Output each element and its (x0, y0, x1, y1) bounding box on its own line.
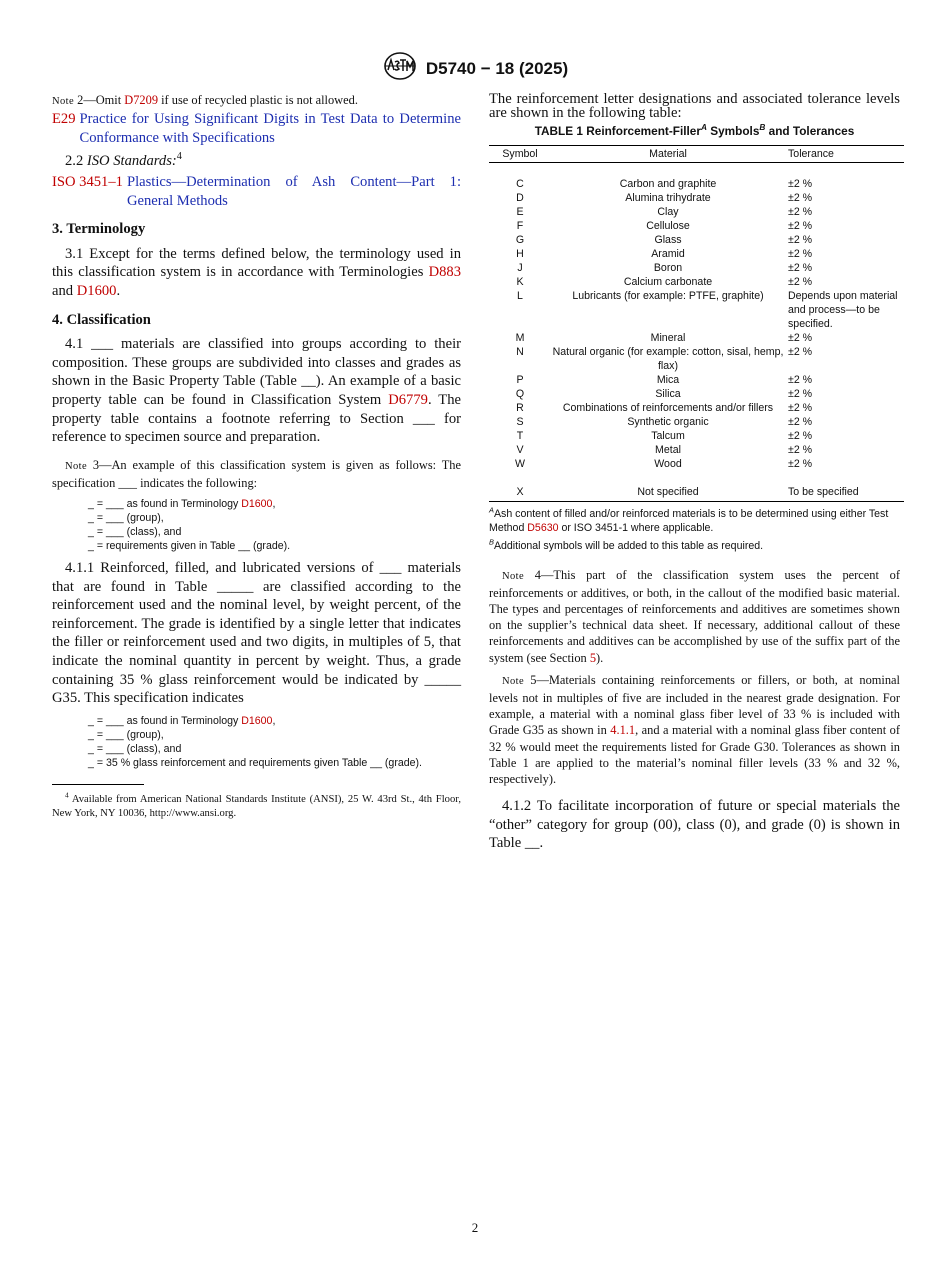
table-row (489, 261, 904, 275)
table-header-row (489, 145, 904, 162)
section-4-heading: 4. Classification (52, 311, 151, 328)
cell-tolerance: ±2 % (788, 177, 813, 190)
cell-material: Talcum (651, 429, 685, 442)
cell-material: Mineral (650, 331, 686, 344)
table-row (489, 233, 904, 247)
table-1-caption: TABLE 1 Reinforcement-Filler$^A$ Symbols$^B$ and Tolerances (534, 123, 855, 138)
cell-tolerance: ±2 % (788, 331, 813, 344)
cell-material: Calcium carbonate (623, 275, 713, 288)
cell-symbol: N (516, 345, 524, 358)
cell-material: Clay (657, 205, 679, 218)
cell-symbol: R (516, 401, 524, 414)
cell-material: Synthetic organic (627, 415, 709, 428)
cell-tolerance: ±2 % (788, 219, 813, 232)
right-column (489, 92, 900, 853)
reference-iso-3451-title[interactable]: Plastics—Determination of Ash Content—Part 1: General Methods (126, 173, 461, 209)
cell-symbol: E (516, 205, 524, 218)
cell-symbol: T (516, 429, 524, 442)
spacer-row (489, 471, 904, 485)
table-row (489, 429, 904, 443)
note-5: Note 5—Materials containing reinforcements or fillers, or both, at nominal levels not in multiples of five are included in the nearest grade designation. For example, a material with a nominal glass fiber level of 33 % is included with Grade G35 as shown in 4.1.1, and a material with a nominal glass fiber content of 32 % would meet the requirements listed for Grade G30. Tolerances as shown in Table 1 are applied to the material’s nominal filler levels (33 % and 32 %, respectively). (489, 672, 900, 787)
cell-symbol: D (516, 191, 524, 204)
section-3-heading: 3. Terminology (52, 221, 146, 238)
footnote-divider (52, 784, 144, 785)
cell-symbol: L (517, 289, 523, 302)
table-row (489, 373, 904, 387)
spacer-row (489, 162, 904, 177)
cell-symbol: S (516, 415, 524, 428)
cell-material: Boron (653, 261, 683, 274)
reference-iso-3451 (52, 173, 461, 210)
iso-standards-heading: 2.2 ISO Standards:$^4$ (65, 151, 182, 170)
cell-material: Silica (655, 387, 681, 400)
example-list-1 (88, 497, 461, 553)
cell-tolerance: ±2 % (788, 191, 813, 204)
column-header-material: Material (551, 145, 785, 162)
list-item: _ = ___ (class), and (88, 526, 182, 539)
cell-material: Glass (654, 233, 682, 246)
cell-material: Aramid (651, 247, 685, 260)
link-d5630[interactable]: D5630 (527, 521, 559, 534)
cell-tolerance: ±2 % (788, 247, 813, 260)
cell-tolerance: ±2 % (788, 275, 813, 288)
table-row (489, 443, 904, 457)
column-header-symbol: Symbol (489, 145, 551, 162)
column-header-tolerance: Tolerance (785, 145, 904, 162)
page-number: 2 (471, 1220, 479, 1235)
cell-tolerance: Depends upon material and process—to be specified. (788, 289, 898, 330)
table-row (489, 485, 904, 502)
list-item: _ = ___ as found in Terminology D1600, (88, 498, 276, 511)
link-e29[interactable]: E29 (52, 111, 76, 128)
reference-e29-title[interactable]: Practice for Using Significant Digits in Test Data to Determine Conformance with Specifications (79, 111, 461, 146)
cell-tolerance: ±2 % (788, 373, 813, 386)
cell-material: Wood (654, 457, 682, 470)
link-section-5[interactable]: 5 (589, 650, 597, 665)
cell-tolerance: ±2 % (788, 429, 813, 442)
cell-symbol: J (517, 261, 523, 274)
table-row (489, 177, 904, 191)
link-d6779[interactable]: D6779 (388, 391, 428, 408)
table-row (489, 289, 904, 331)
footnote-4: $^4$ Available from American National Standards Institute (ANSI), 25 W. 43rd St., 4th Floor, New York, NY 10036, http://www.ansi.org. (52, 790, 461, 820)
list-item: _ = requirements given in Table __ (grade). (88, 540, 291, 553)
cell-tolerance: ±2 % (788, 345, 813, 358)
link-d1600[interactable]: D1600 (76, 282, 117, 299)
cell-material: Mica (656, 373, 680, 386)
link-d883[interactable]: D883 (428, 264, 461, 281)
table-footnote-a: $^A$Ash content of filled and/or reinforced materials is to be determined using either Test Method D5630 or ISO 3451-1 where applicable. (489, 505, 889, 534)
cell-symbol: G (515, 233, 525, 246)
list-item: _ = ___ as found in Terminology D1600, (88, 714, 276, 727)
reinforcement-table (489, 145, 904, 502)
paragraph-4-1-2: 4.1.2 To facilitate incorporation of future or special materials the “other” category for group (00), class (0), and grade (0) is shown in Table __. (489, 798, 900, 852)
example-list-2 (88, 714, 461, 770)
link-d1600[interactable]: D1600 (241, 498, 273, 511)
cell-symbol: K (516, 275, 524, 288)
cell-material: Cellulose (646, 219, 690, 232)
link-d7209[interactable]: D7209 (124, 93, 159, 107)
cell-symbol: W (515, 457, 525, 470)
table-row (489, 219, 904, 233)
cell-symbol: H (516, 247, 524, 260)
link-iso-3451[interactable]: ISO 3451–1 (52, 173, 123, 190)
cell-tolerance: ±2 % (788, 387, 813, 400)
cell-tolerance: ±2 % (788, 443, 813, 456)
paragraph-3-1: 3.1 Except for the terms defined below, the terminology used in this classification system is in accordance with Terminologies D883 and D1600. (52, 245, 461, 299)
cell-symbol: C (516, 177, 524, 190)
cell-symbol: X (516, 485, 524, 498)
table-row (489, 387, 904, 401)
cell-material: Carbon and graphite (619, 177, 717, 190)
page-header (0, 52, 950, 85)
cell-tolerance: ±2 % (788, 415, 813, 428)
cell-symbol: P (516, 373, 524, 386)
paragraph-4-1: 4.1 ___ materials are classified into groups according to their composition. These groups are subdivided into classes and grades as shown in the Basic Property Table (Table __). An example of a basic property table can be found in Classification System D6779. The property table contains a footnote referring to Section ___ for reference to specimen source and preparation. (52, 336, 461, 446)
reference-e29 (52, 110, 461, 147)
table-row (489, 457, 904, 471)
cell-symbol: Q (515, 387, 525, 400)
table-row (489, 415, 904, 429)
cell-tolerance: ±2 % (788, 457, 813, 470)
cell-material: Combinations of reinforcements and/or fillers (562, 401, 774, 414)
link-d1600[interactable]: D1600 (241, 714, 273, 727)
cell-material: Lubricants (for example: PTFE, graphite) (572, 289, 764, 302)
list-item: _ = ___ (class), and (88, 742, 182, 755)
left-column (52, 92, 461, 822)
cell-material: Alumina trihydrate (625, 191, 711, 204)
table-row (489, 331, 904, 345)
cell-material: Metal (655, 443, 681, 456)
cell-tolerance: ±2 % (788, 233, 813, 246)
astm-logo-icon (382, 52, 418, 85)
table-footnote-b: $^B$Additional symbols will be added to this table as required. (489, 537, 764, 552)
note-2: Note 2—Omit D7209 if use of recycled plastic is not allowed. (52, 93, 358, 107)
table-row (489, 191, 904, 205)
paragraph-4-1-1: 4.1.1 Reinforced, filled, and lubricated versions of ___ materials that are found in Table _____ are classified according to the reinforcement used and the nominal level, by weight percent, of the reinforcement. The grade is identified by a single letter that indicates the filler or reinforcement used and two digits, in multiples of 5, that indicate the nominal quantity in percent by weight. Thus, a grade containing 35 % glass reinforcement would be indicated by _____ G35. This specification indicates (52, 560, 461, 707)
cell-symbol: M (515, 331, 525, 344)
list-item: _ = 35 % glass reinforcement and requirements given Table __ (grade). (88, 756, 422, 769)
table-intro: The reinforcement letter designations and associated tolerance levels are shown in the following table: (489, 91, 900, 121)
cell-tolerance: To be specified (788, 485, 859, 498)
standard-designation: D5740 − 18 (2025) (425, 58, 569, 78)
cell-tolerance: ±2 % (788, 261, 813, 274)
note-4: Note 4—This part of the classification system uses the percent of reinforcements or additives, or both, in the callout of the modified basic material. The types and percentages of reinforcements and additives are sometimes shown on the supplier’s technical data sheet. If necessary, additional callout of these reinforcements and additives can be accomplished by use of the suffix part of the system (see Section 5). (489, 567, 900, 665)
table-row (489, 401, 904, 415)
cell-material: Natural organic (for example: cotton, sisal, hemp, flax) (552, 345, 784, 372)
list-item: _ = ___ (group), (88, 728, 164, 741)
table-row (489, 205, 904, 219)
cell-tolerance: ±2 % (788, 205, 813, 218)
link-4-1-1[interactable]: 4.1.1 (610, 723, 636, 738)
table-row (489, 247, 904, 261)
cell-symbol: V (516, 443, 524, 456)
table-row (489, 345, 904, 373)
cell-material: Not specified (637, 485, 699, 498)
cell-tolerance: ±2 % (788, 401, 813, 414)
cell-symbol: F (516, 219, 524, 232)
list-item: _ = ___ (group), (88, 512, 164, 525)
table-row (489, 275, 904, 289)
note-3: Note 3—An example of this classification system is given as follows: The specification ___ indicates the following: (52, 457, 461, 490)
